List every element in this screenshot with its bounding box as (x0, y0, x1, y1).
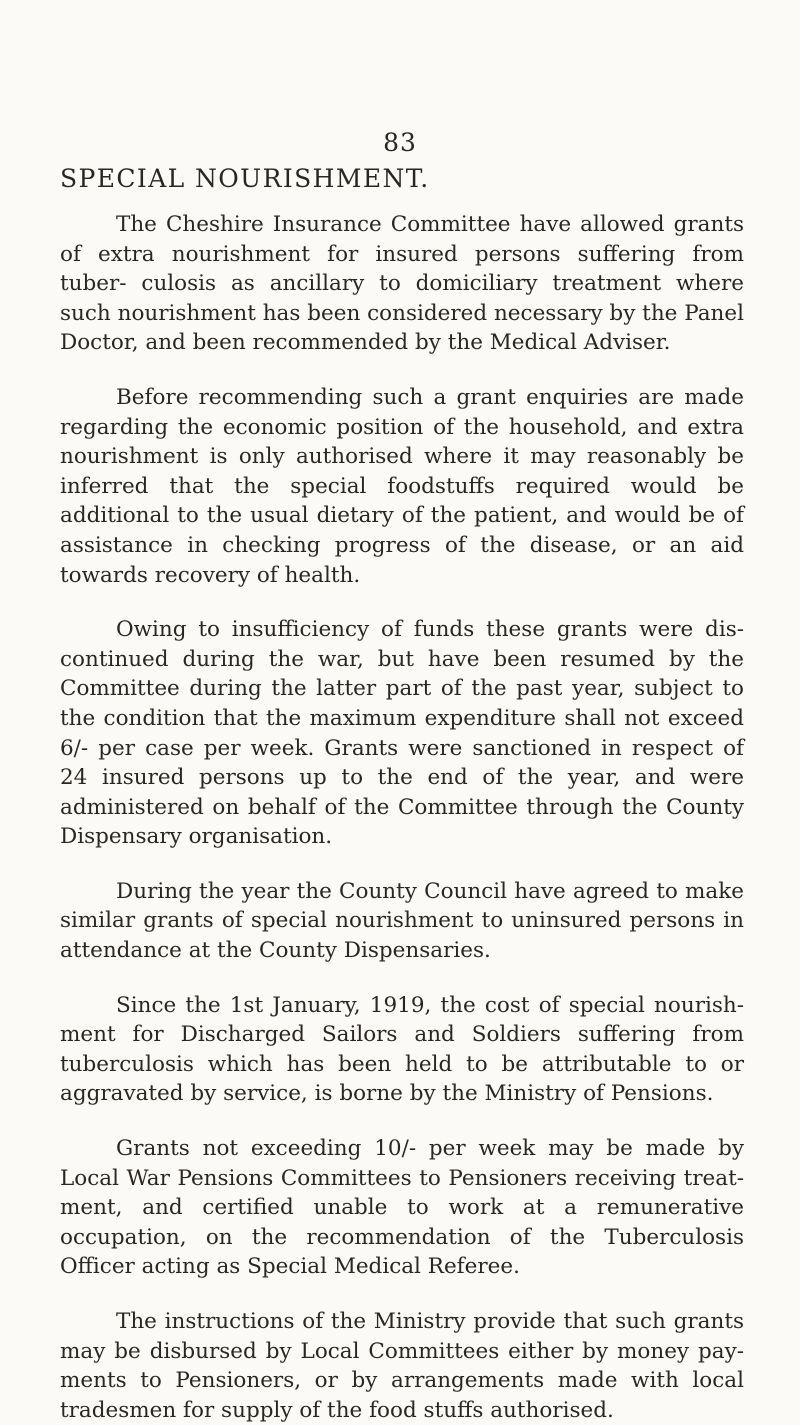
paragraph-county-council: During the year the County Council have agreed to make similar grants of special nourishment to uninsured persons in attendance at the County Dispensaries. (60, 878, 744, 964)
paragraph-funding-resumption: Owing to insufficiency of funds these grants were dis- continued during the war, but have been resumed by the Committee during the latter part of the past year, subject to the condition that the maximum expenditure shall not exceed 6/- per case per week. Grants were sanctioned in respect of 24 insured persons up to the end of the year, and were administered on behalf of the Committee through the County Dispensary organisation. (60, 617, 744, 850)
page-number: 83 (383, 128, 417, 157)
paragraph-war-pensions-grants: Grants not exceeding 10/- per week may be made by Local War Pensions Committees to Pensioners receiving treat- ment, and certified unable to work at a remunerative occupation, on the recommendation of the Tuberculosis Officer acting as Special Medical Referee. (60, 1136, 744, 1280)
paragraph-committee-grants: The Cheshire Insurance Committee have allowed grants of extra nourishment for insured persons suffering from tuber- culosis as ancillary to domiciliary treatment where such nourishment has been considered necessary by the Panel Doctor, and been recommended by the Medical Adviser. (60, 212, 744, 356)
paragraph-recommendation-criteria: Before recommending such a grant enquiries are made regarding the economic position of the household, and extra nourishment is only authorised where it may reasonably be inferred that the special foodstuffs required would be additional to the usual dietary of the patient, and would be of assistance in checking progress of the disease, or an aid towards recovery of health. (60, 384, 744, 588)
section-title: SPECIAL NOURISHMENT. (60, 164, 430, 193)
body-text (60, 210, 744, 1425)
paragraph-ministry-instructions: The instructions of the Ministry provide that such grants may be disbursed by Local Committees either by money pay- ments to Pensioners, or by arrangements made with local tradesmen for supply of the food stuffs authorised. (60, 1309, 744, 1423)
paragraph-ministry-pensions: Since the 1st January, 1919, the cost of special nourish- ment for Discharged Sailors and Soldiers suffering from tuberculosis which has been held to be attributable to or aggravated by service, is borne by the Ministry of Pensions. (60, 992, 744, 1107)
